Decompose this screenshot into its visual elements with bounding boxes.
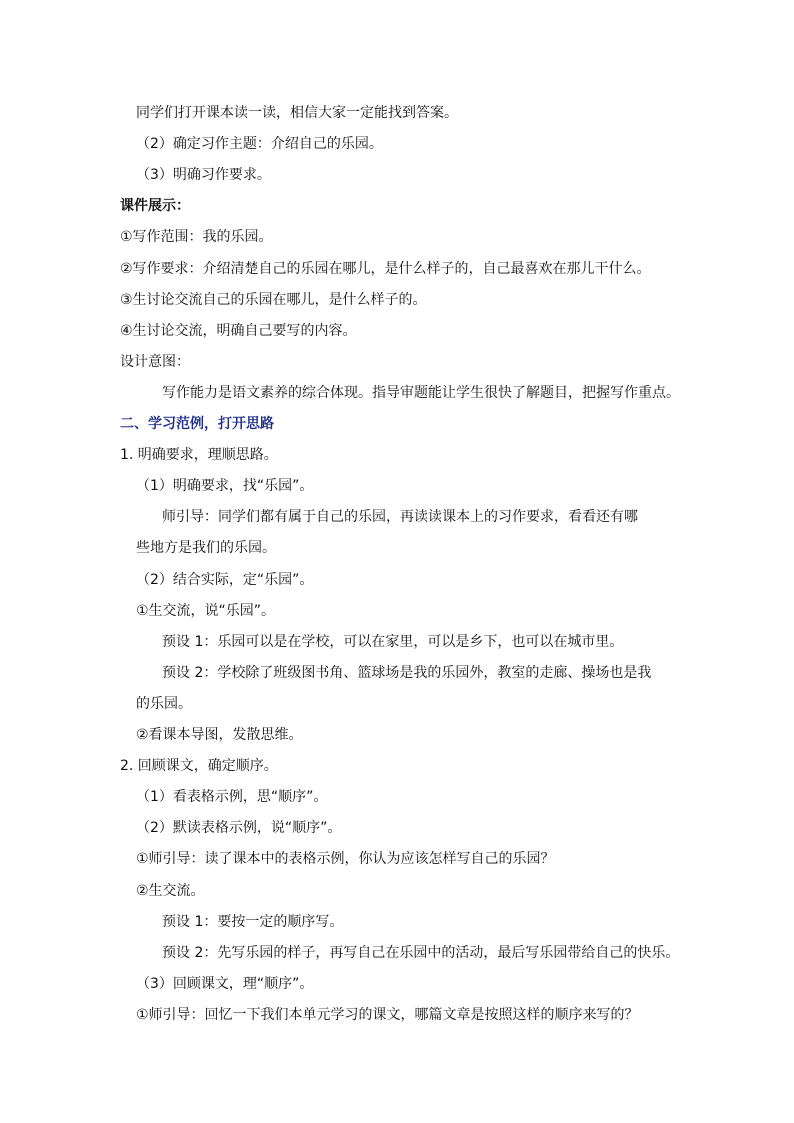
section-heading: 二、学习范例，打开思路 [120, 416, 274, 432]
text-line: ②生交流。 [136, 882, 205, 899]
text-line: 师引导：同学们都有属于自己的乐园，再读读课本上的习作要求，看看还有哪 [162, 509, 638, 526]
text-line: （2）结合实际，定“乐园”。 [136, 571, 314, 588]
text-line: ④生讨论交流，明确自己要写的内容。 [120, 322, 357, 339]
text-line: 写作能力是语文素养的综合体现。指导审题能让学生很快了解题目，把握写作重点。 [162, 384, 680, 401]
text-line: 1. 明确要求，理顺思路。 [120, 447, 278, 464]
text-line: ②看课本导图，发散思维。 [136, 727, 303, 743]
text-line: 预设 2：学校除了班级图书角、篮球场是我的乐园外，教室的走廊、操场也是我 [162, 664, 652, 681]
text-line: （3）明确习作要求。 [136, 167, 271, 184]
text-line: （2）确定习作主题：介绍自己的乐园。 [136, 136, 383, 153]
text-line: （3）回顾课文，理“顺序”。 [136, 975, 314, 992]
text-line: ①生交流，说“乐园”。 [136, 602, 276, 619]
text-line: ③生讨论交流自己的乐园在哪儿，是什么样子的。 [120, 291, 427, 308]
text-line: ②写作要求：介绍清楚自己的乐园在哪儿，是什么样子的，自己最喜欢在那儿干什么。 [120, 260, 651, 277]
text-line: 的乐园。 [136, 695, 192, 712]
text-line: 课件展示： [120, 198, 190, 215]
text-line: ①写作范围：我的乐园。 [120, 229, 273, 246]
text-line: 预设 1：要按一定的顺序写。 [162, 913, 344, 930]
text-line: 2. 回顾课文，确定顺序。 [120, 758, 278, 775]
text-line: （2）默读表格示例，说“顺序”。 [136, 820, 342, 837]
text-line: 同学们打开课本读一读，相信大家一定能找到答案。 [136, 105, 458, 121]
text-line: （1）看表格示例，思“顺序”。 [136, 789, 328, 806]
text-line: ①师引导：读了课本中的表格示例，你认为应该怎样写自己的乐园？ [136, 851, 555, 868]
text-line: ①师引导：回忆一下我们本单元学习的课文，哪篇文章是按照这样的顺序来写的？ [136, 1006, 639, 1023]
text-line: 设计意图： [120, 353, 190, 370]
text-line: （1）明确要求，找“乐园”。 [136, 478, 314, 495]
text-line: 预设 1：乐园可以是在学校，可以在家里，可以是乡下，也可以在城市里。 [162, 633, 624, 650]
text-line: 些地方是我们的乐园。 [136, 540, 276, 557]
text-line: 预设 2：先写乐园的样子，再写自己在乐园中的活动，最后写乐园带给自己的快乐。 [162, 944, 680, 961]
